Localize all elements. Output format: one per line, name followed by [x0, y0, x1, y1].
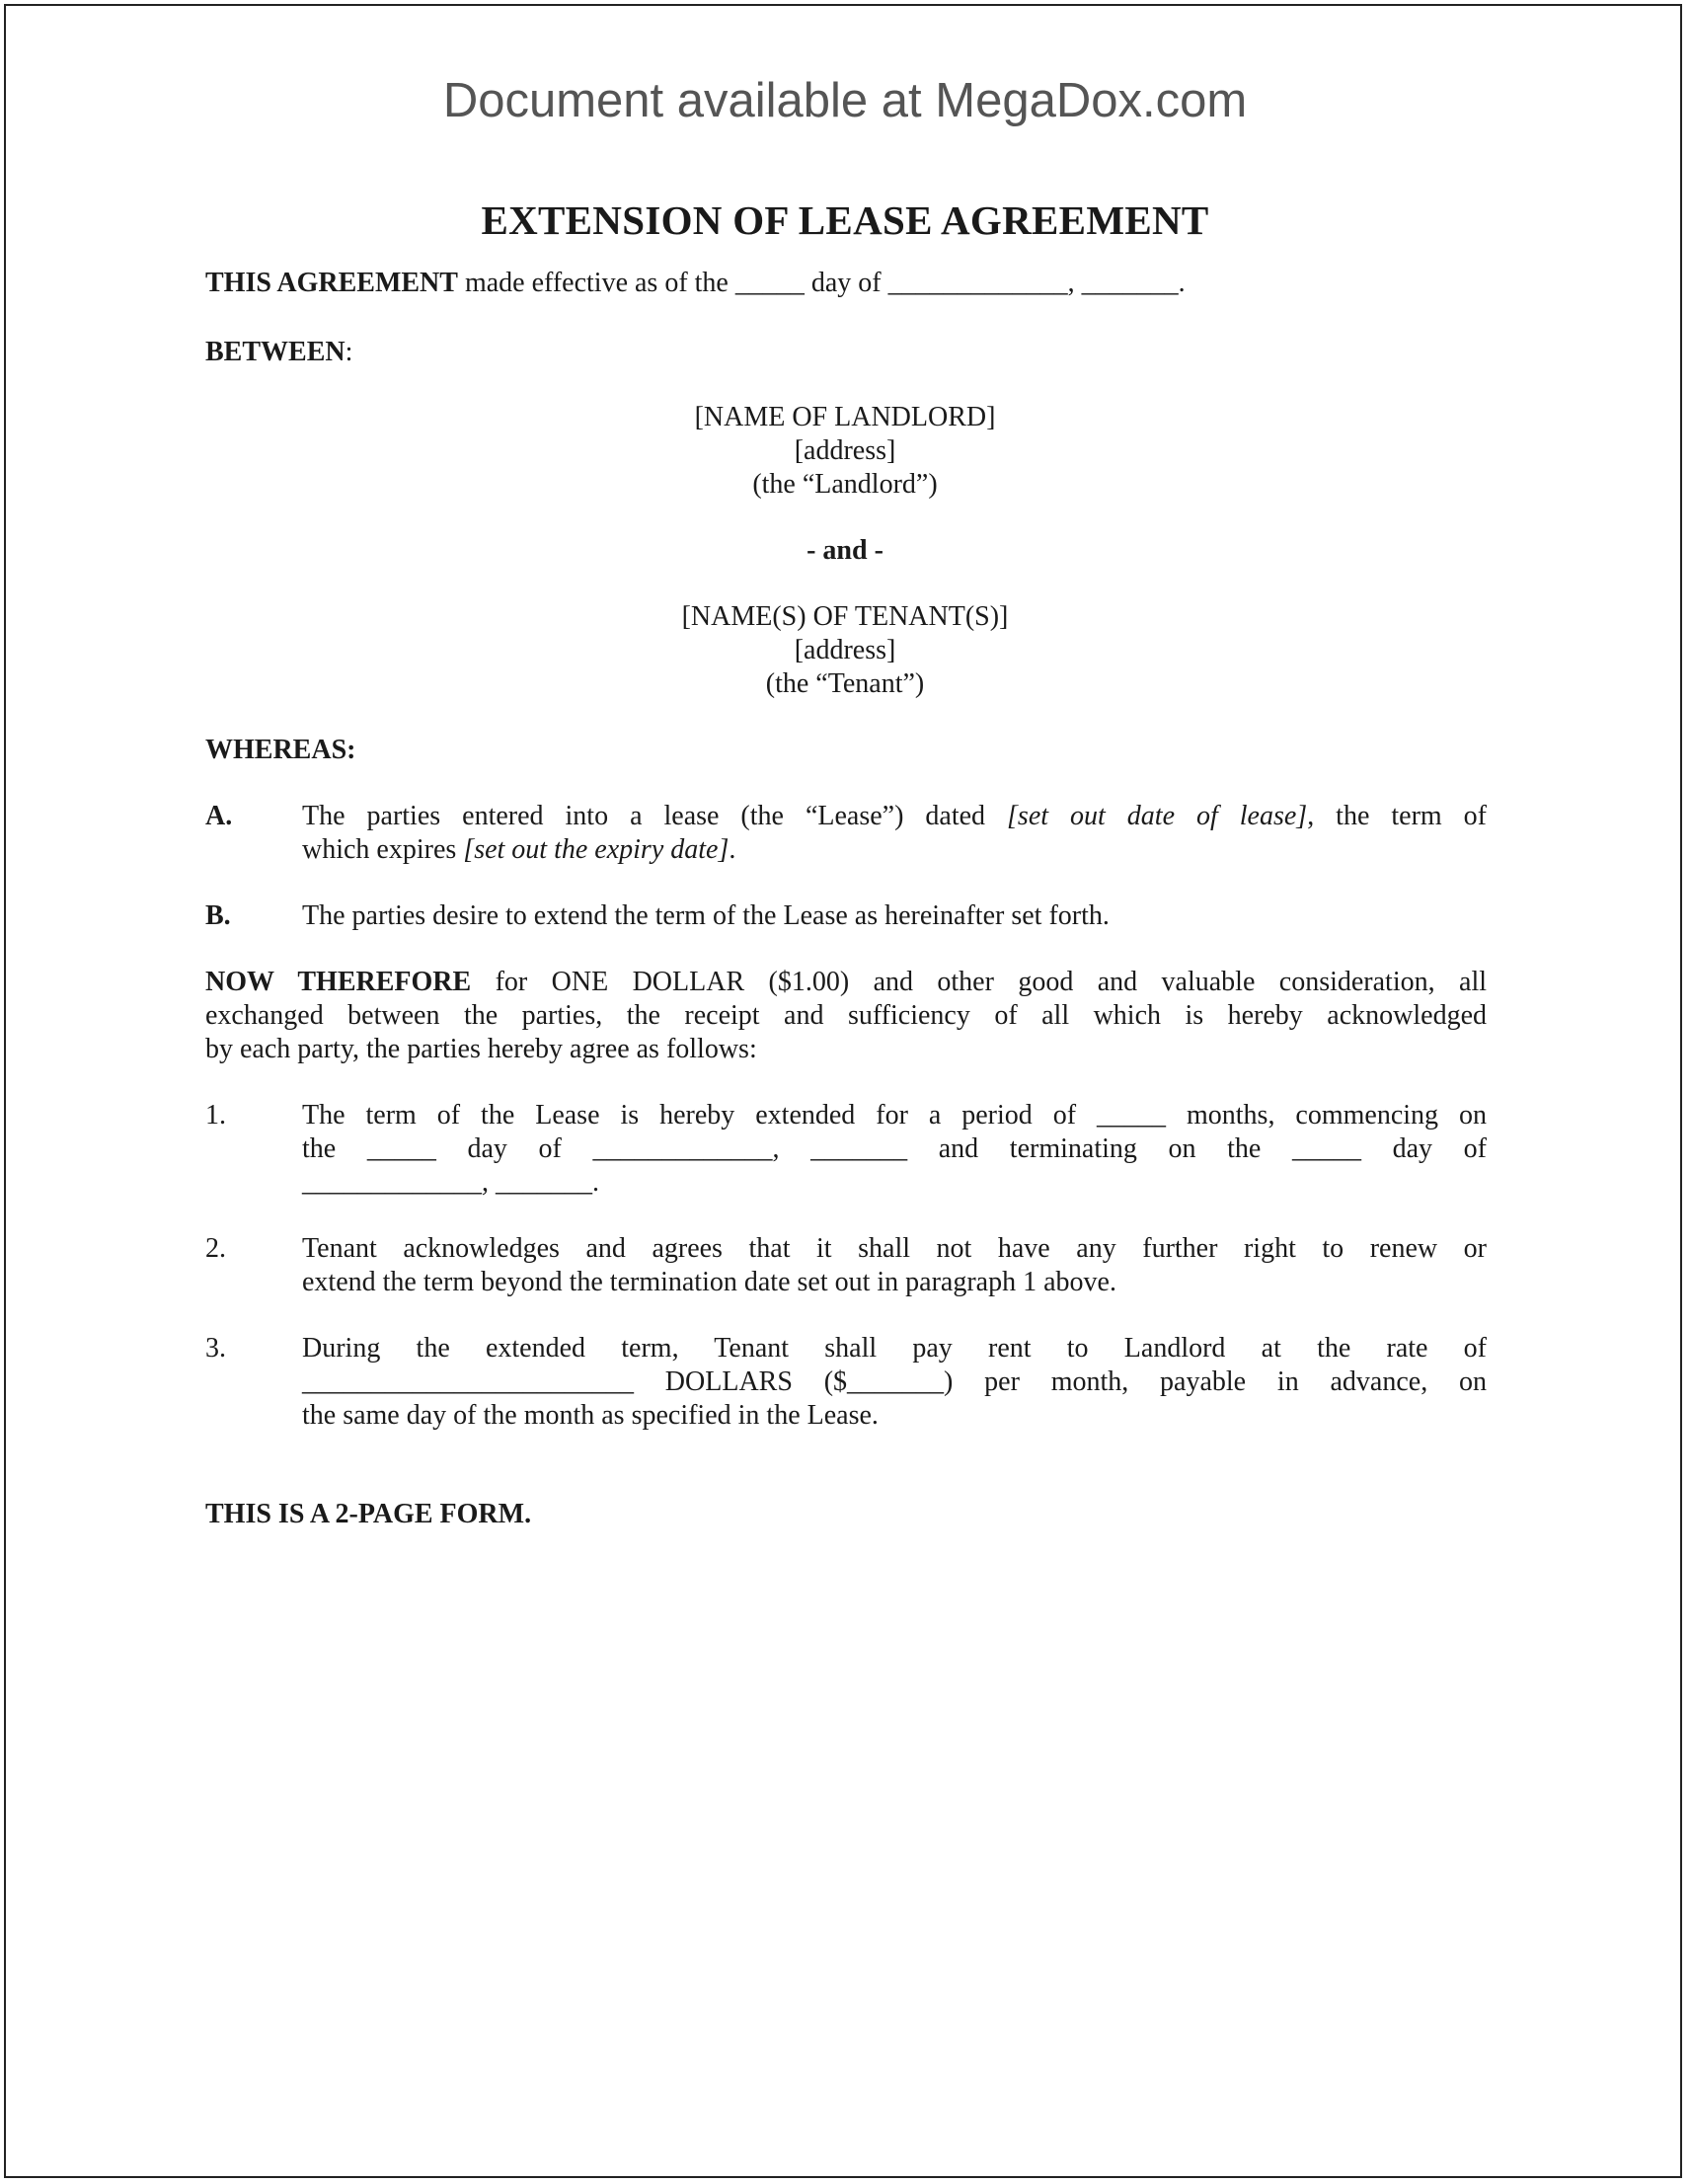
- recital-marker: B.: [205, 900, 231, 931]
- clause-marker: 3.: [205, 1333, 226, 1364]
- recital-a-line-1-start: The parties entered into a lease (the “Lease”) dated: [302, 801, 1008, 831]
- now-therefore-paragraph: [205, 966, 1487, 1066]
- between-colon: :: [345, 337, 353, 367]
- recital-a-text: [302, 800, 1487, 867]
- whereas-heading: WHEREAS:: [205, 735, 356, 765]
- recital-b-text: The parties desire to extend the term of the Lease as hereinafter set forth.: [302, 900, 1110, 931]
- recital-a-line-1-end: , the term of: [1307, 801, 1487, 831]
- clause-2-line-2: extend the term beyond the termination date set out in paragraph 1 above.: [302, 1267, 1116, 1297]
- recital-marker: A.: [205, 801, 233, 831]
- and-separator: - and -: [807, 535, 883, 566]
- clause-1-line-3: _____________, _______.: [302, 1167, 599, 1198]
- intro-text: made effective as of the _____ day of _____________, _______.: [457, 268, 1186, 298]
- now-therefore-line-1: [205, 966, 1487, 999]
- clause-3-line-3: the same day of the month as specified in the Lease.: [302, 1400, 879, 1431]
- now-therefore-line-2: exchanged between the parties, the receipt and sufficiency of all which is hereby acknowledged: [205, 1000, 1487, 1031]
- recital-a-line-2-start: which expires: [302, 834, 464, 865]
- intro-lead: THIS AGREEMENT: [205, 268, 458, 298]
- clause-3-line-2: ________________________ DOLLARS ($_______) per month, payable in advance, on: [302, 1366, 1487, 1397]
- landlord-defined-term: (the “Landlord”): [752, 469, 938, 500]
- now-therefore-line-3: by each party, the parties hereby agree as follows:: [205, 1034, 757, 1064]
- recital-a-expiry-placeholder: [set out the expiry date]: [463, 834, 730, 865]
- clause-2-line-1: Tenant acknowledges and agrees that it shall not have any further right to renew or: [302, 1233, 1487, 1264]
- clause-2-text: [302, 1232, 1487, 1299]
- clause-marker: 1.: [205, 1100, 226, 1131]
- clause-marker: 2.: [205, 1233, 226, 1264]
- recital-a-lease-date-placeholder: [set out date of lease]: [1007, 801, 1308, 831]
- page-border: [4, 4, 1682, 2178]
- tenant-address: [address]: [794, 635, 896, 665]
- tenant-defined-term: (the “Tenant”): [765, 668, 925, 699]
- form-length-note: THIS IS A 2-PAGE FORM.: [205, 1499, 532, 1529]
- now-therefore-line-1-text: for ONE DOLLAR ($1.00) and other good and valuable consideration, all: [471, 967, 1488, 997]
- between-heading: [205, 336, 352, 369]
- clause-3-text: [302, 1332, 1487, 1433]
- tenant-name: [NAME(S) OF TENANT(S)]: [681, 601, 1009, 632]
- recital-a-line-2: [302, 833, 1487, 867]
- recital-a-line-2-end: .: [729, 834, 736, 865]
- recital-a-line-1: [302, 800, 1487, 833]
- clause-1-text: [302, 1099, 1487, 1200]
- landlord-address: [address]: [794, 435, 896, 466]
- watermark-banner: Document available at MegaDox.com: [442, 74, 1248, 127]
- intro-paragraph: [205, 267, 1487, 300]
- document-title: EXTENSION OF LEASE AGREEMENT: [481, 197, 1209, 243]
- clause-3-line-1: During the extended term, Tenant shall pay rent to Landlord at the rate of: [302, 1333, 1487, 1364]
- landlord-name: [NAME OF LANDLORD]: [694, 402, 996, 432]
- clause-1-line-2: the _____ day of _____________, _______ and terminating on the _____ day of: [302, 1133, 1487, 1164]
- now-therefore-lead: NOW THEREFORE: [205, 967, 472, 997]
- between-label: BETWEEN: [205, 337, 346, 367]
- clause-1-line-1: The term of the Lease is hereby extended for a period of _____ months, commencing on: [302, 1100, 1487, 1131]
